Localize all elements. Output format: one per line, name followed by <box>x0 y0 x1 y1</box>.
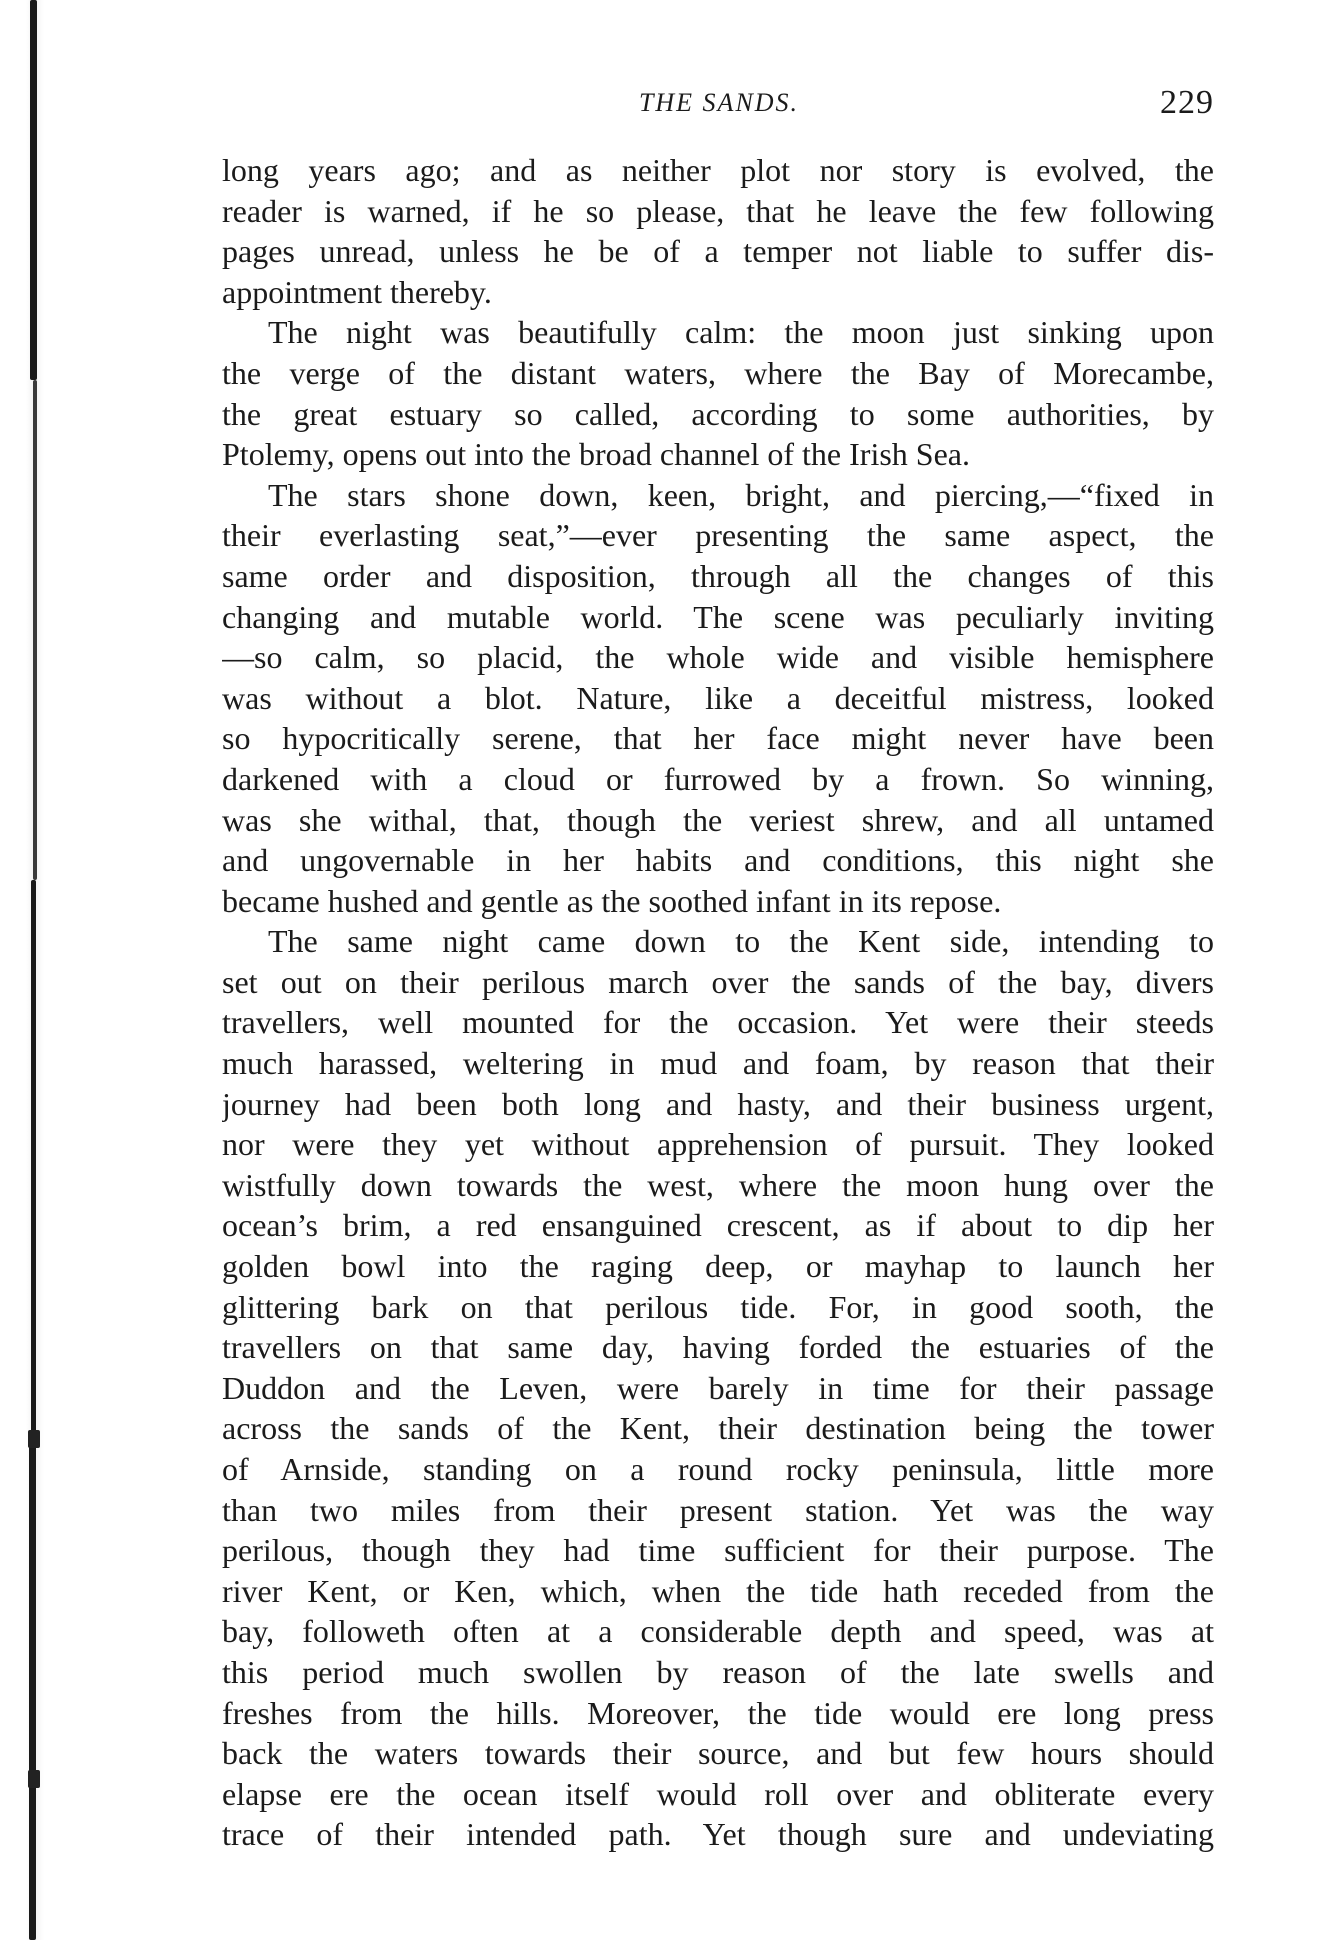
text-line: trace of their intended path. Yet though sure and undeviating <box>222 1816 1214 1853</box>
text-line: travellers, well mounted for the occasion. Yet were their steeds <box>222 1004 1214 1041</box>
binding-shadow <box>31 880 36 1440</box>
body-text <box>222 150 1214 1855</box>
binding-shadow <box>29 1440 36 1940</box>
binding-shadow <box>30 0 37 380</box>
text-line: —so calm, so placid, the whole wide and visible hemisphere <box>222 639 1214 676</box>
page-number: 229 <box>1160 84 1214 121</box>
text-line: was she withal, that, though the veriest shrew, and all untamed <box>222 801 1214 838</box>
text-line: same order and disposition, through all the changes of this <box>222 557 1214 594</box>
text-line: of Arnside, standing on a round rocky peninsula, little more <box>222 1451 1214 1487</box>
binding-edge <box>0 0 44 1940</box>
text-line: The night was beautifully calm: the moon just sinking upon <box>268 314 1214 351</box>
text-line: freshes from the hills. Moreover, the tide would ere long press <box>222 1694 1214 1731</box>
text-line: the verge of the distant waters, where the Bay of Morecambe, <box>222 354 1214 391</box>
text-line: this period much swollen by reason of the late swells and <box>222 1653 1214 1690</box>
binding-mark <box>28 1770 40 1788</box>
text-line: The stars shone down, keen, bright, and piercing,—“fixed in <box>268 476 1214 513</box>
text-line: travellers on that same day, having forded the estuaries of the <box>222 1329 1214 1366</box>
text-line: set out on their perilous march over the sands of the bay, divers <box>222 963 1214 1000</box>
text-line: Duddon and the Leven, were barely in time for their passage <box>222 1369 1214 1406</box>
text-line: long years ago; and as neither plot nor story is evolved, the <box>222 152 1214 188</box>
text-line: glittering bark on that perilous tide. For, in good sooth, the <box>222 1288 1214 1325</box>
text-line: nor were they yet without apprehension of pursuit. They looked <box>222 1126 1214 1163</box>
text-line: appointment thereby. <box>222 273 492 310</box>
text-line: ocean’s brim, a red ensanguined crescent, as if about to dip her <box>222 1207 1214 1244</box>
running-title: THE SANDS. <box>638 88 800 117</box>
text-line: their everlasting seat,”—ever presenting the same aspect, the <box>222 517 1214 554</box>
text-line: than two miles from their present station. Yet was the way <box>222 1491 1214 1528</box>
text-line: much harassed, weltering in mud and foam, by reason that their <box>222 1045 1214 1082</box>
text-line: darkened with a cloud or furrowed by a frown. So winning, <box>222 760 1214 797</box>
text-line: was without a blot. Nature, like a deceitful mistress, looked <box>222 679 1214 716</box>
binding-mark <box>28 1430 40 1448</box>
text-line: reader is warned, if he so please, that he leave the few following <box>222 192 1214 229</box>
text-line: back the waters towards their source, and but few hours should <box>222 1735 1214 1772</box>
text-line: wistfully down towards the west, where the moon hung over the <box>222 1166 1214 1203</box>
binding-shadow <box>33 380 37 880</box>
text-line: and ungovernable in her habits and conditions, this night she <box>222 842 1214 879</box>
text-line: pages unread, unless he be of a temper not liable to suffer dis- <box>222 233 1214 270</box>
text-line: Ptolemy, opens out into the broad channel of the Irish Sea. <box>222 436 970 473</box>
text-line: elapse ere the ocean itself would roll over and obliterate every <box>222 1775 1214 1812</box>
text-line: the great estuary so called, according to some authorities, by <box>222 395 1214 432</box>
text-line: The same night came down to the Kent side, intending to <box>268 923 1214 960</box>
text-line: changing and mutable world. The scene was peculiarly inviting <box>222 598 1214 635</box>
text-line: perilous, though they had time sufficient for their purpose. The <box>222 1532 1214 1569</box>
running-head <box>224 84 1214 128</box>
text-line: river Kent, or Ken, which, when the tide hath receded from the <box>222 1572 1214 1609</box>
text-line: bay, followeth often at a considerable depth and speed, was at <box>222 1613 1214 1650</box>
text-line: journey had been both long and hasty, and their business urgent, <box>222 1085 1214 1122</box>
text-line: golden bowl into the raging deep, or mayhap to launch her <box>222 1248 1214 1285</box>
text-line: across the sands of the Kent, their destination being the tower <box>222 1410 1214 1447</box>
text-line: became hushed and gentle as the soothed infant in its repose. <box>222 882 1002 919</box>
text-line: so hypocritically serene, that her face might never have been <box>222 720 1214 757</box>
